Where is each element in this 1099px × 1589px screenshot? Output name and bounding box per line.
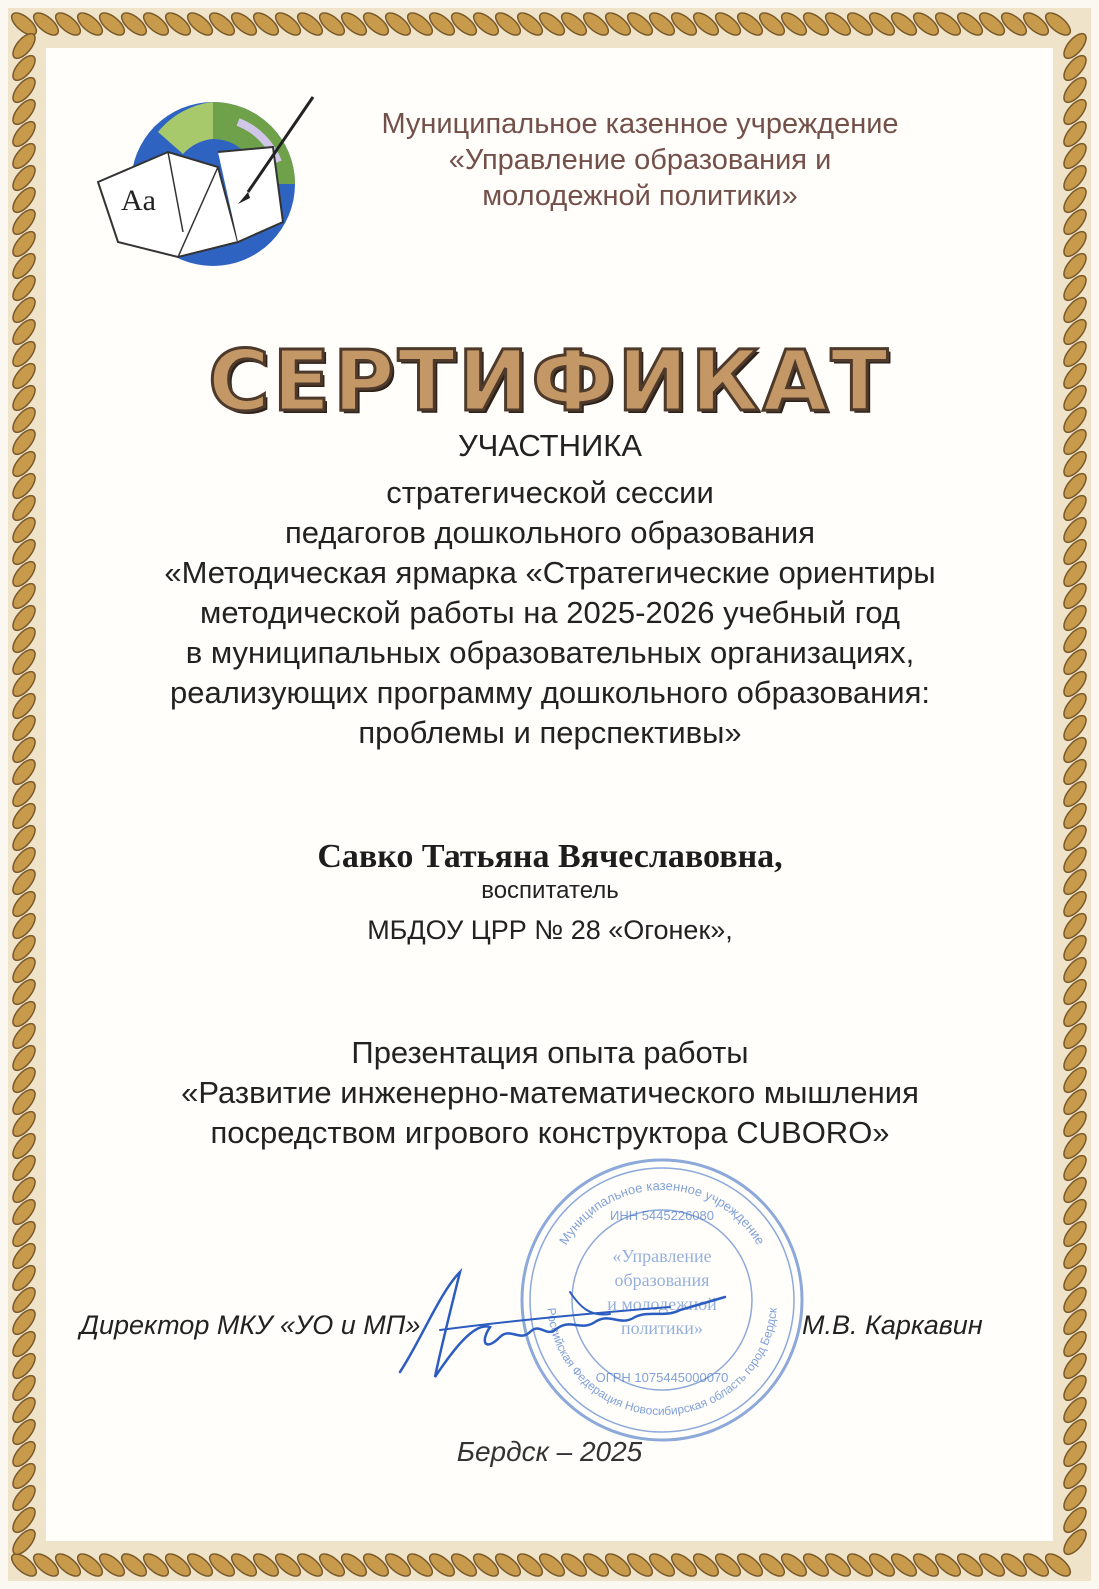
organization-header: [320, 106, 960, 214]
event-description: [60, 473, 1040, 753]
certificate-title: СЕРТИФИКАТ: [208, 332, 891, 430]
certificate-subtitle: УЧАСТНИКА: [457, 428, 643, 463]
presentation-line: Презентация опыта работы: [351, 1035, 749, 1070]
recipient-position: воспитатель: [481, 877, 619, 904]
stamp-inner-line: образования: [614, 1270, 710, 1290]
presentation-line: посредством игрового конструктора CUBORO»: [210, 1115, 890, 1150]
stamp-outer-bottom: Российская Федерация Новосибирская область город Бердск: [544, 1307, 780, 1419]
stamp-inn: ИНН 5445226080: [609, 1208, 715, 1223]
presentation-line: «Развитие инженерно-математического мышления: [181, 1075, 919, 1110]
event-line: реализующих программу дошкольного образования:: [170, 675, 930, 710]
city-year: Бердск – 2025: [456, 1436, 643, 1467]
stamp-inner-line: и молодежной: [607, 1294, 717, 1314]
stamp-inner-line: политики»: [621, 1318, 703, 1338]
stamp-ogrn: ОГРН 1075445000070: [595, 1370, 729, 1385]
signatory-title: Директор МКУ «УО и МП»: [80, 1310, 421, 1340]
event-line: «Методическая ярмарка «Стратегические ориентиры: [164, 555, 936, 590]
stamp-inner-line: «Управление: [612, 1246, 712, 1266]
event-line: в муниципальных образовательных организациях,: [185, 635, 915, 670]
recipient-organization: МБДОУ ЦРР № 28 «Огонек»,: [367, 915, 733, 945]
logo-text: Aa: [121, 184, 156, 217]
event-line: методической работы на 2025-2026 учебный год: [200, 595, 900, 630]
certificate-subtitle-block: [60, 426, 1040, 466]
education-logo-icon: [88, 92, 328, 277]
organization-line-1: Муниципальное казенное учреждение: [381, 108, 899, 140]
signatory-name: М.В. Каркавин: [802, 1310, 983, 1340]
event-line: педагогов дошкольного образования: [284, 515, 816, 550]
stamp-outer-top: Муниципальное казенное учреждение: [556, 1178, 769, 1248]
recipient-name: Савко Татьяна Вячеславовна,: [317, 838, 783, 875]
event-line: проблемы и перспективы»: [358, 715, 742, 750]
presentation-block: [60, 1033, 1040, 1153]
organization-line-2: «Управление образования и: [448, 144, 832, 176]
event-line: стратегической сессии: [386, 475, 714, 510]
handwritten-signature: [380, 1252, 740, 1392]
organization-line-3: молодежной политики»: [482, 180, 798, 212]
